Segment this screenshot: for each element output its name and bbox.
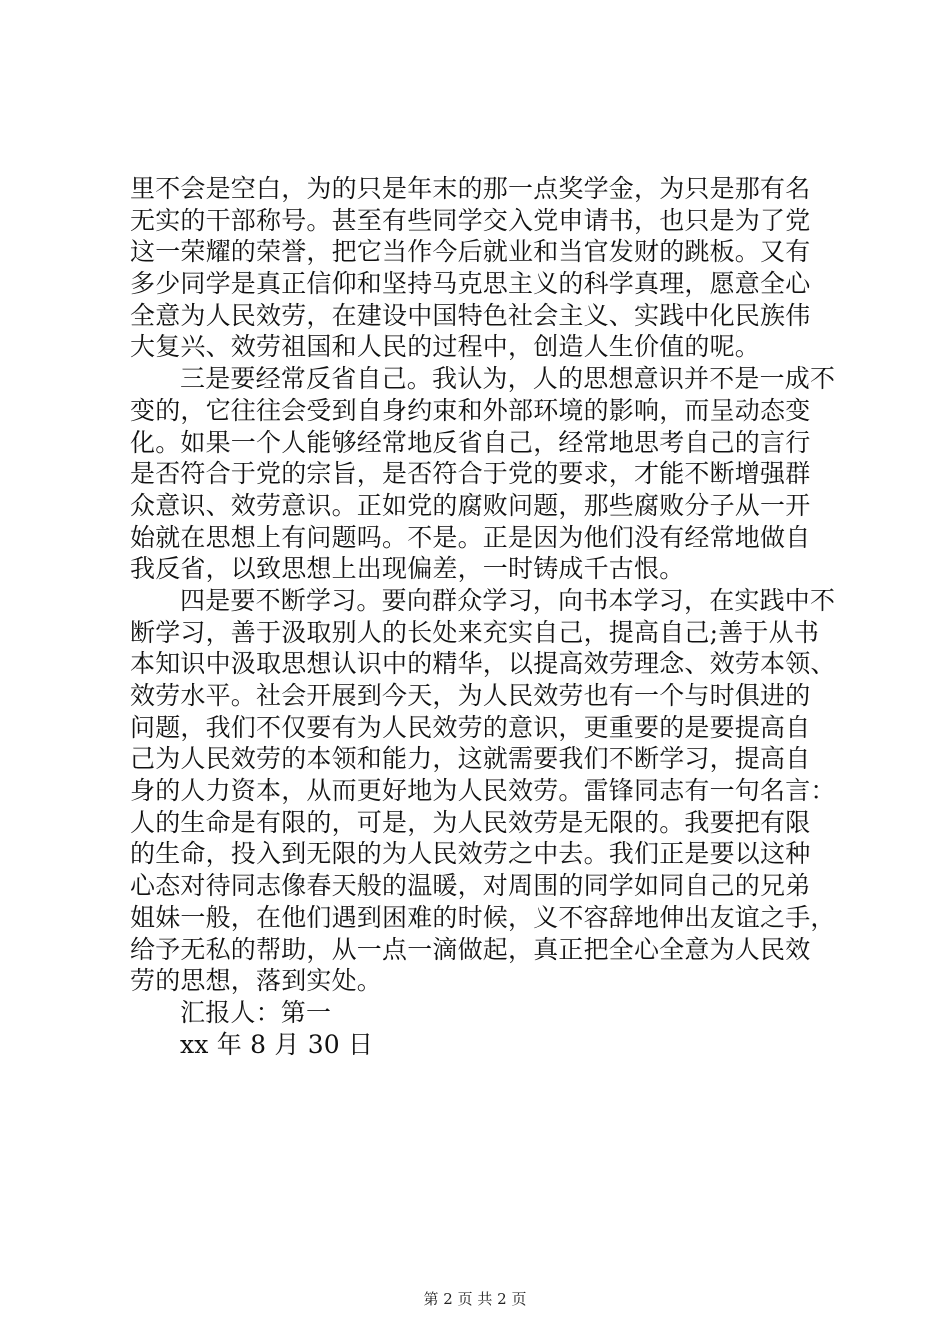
text-line: 无实的干部称号。甚至有些同学交入党申请书，也只是为了党	[130, 205, 811, 235]
text-line: 三是要经常反省自己。我认为，人的思想意识并不是一成不	[180, 364, 836, 394]
text-line: 大复兴、效劳祖国和人民的过程中，创造人生价值的呢。	[130, 332, 761, 362]
text-line: 心态对待同志像春天般的温暖，对周围的同学如同自己的兄弟	[130, 871, 811, 901]
text-line: 众意识、效劳意识。正如党的腐败问题，那些腐败分子从一开	[130, 490, 811, 520]
text-line: 姐妹一般，在他们遇到困难的时候，义不容辞地伸出友谊之手，	[130, 902, 836, 932]
text-line: 本知识中汲取思想认识中的精华，以提高效劳理念、效劳本领、	[130, 649, 836, 679]
text-line: 化。如果一个人能够经常地反省自己，经常地思考自己的言行	[130, 427, 811, 457]
text-line: 身的人力资本，从而更好地为人民效劳。雷锋同志有一句名言：	[130, 776, 836, 806]
text-line: 汇报人：第一	[180, 997, 332, 1027]
text-line: 的生命，投入到无限的为人民效劳之中去。我们正是要以这种	[130, 839, 811, 869]
page-footer: 第 2 页 共 2 页	[423, 1290, 527, 1308]
text-line: 始就在思想上有问题吗。不是。正是因为他们没有经常地做自	[130, 522, 811, 552]
text-line: xx 年 8 月 30 日	[180, 1029, 374, 1059]
text-line: 断学习，善于汲取别人的长处来充实自己，提高自己;善于从书	[130, 617, 820, 647]
text-line: 劳的思想，落到实处。	[130, 966, 383, 996]
text-line: 是否符合于党的宗旨，是否符合于党的要求，才能不断增强群	[130, 459, 811, 489]
text-line: 变的，它往往会受到自身约束和外部环境的影响，而呈动态变	[130, 395, 811, 425]
text-line: 四是要不断学习。要向群众学习，向书本学习，在实践中不	[180, 585, 836, 615]
text-line: 这一荣耀的荣誉，把它当作今后就业和当官发财的跳板。又有	[130, 237, 811, 267]
document-body	[130, 173, 836, 1060]
text-line: 多少同学是真正信仰和坚持马克思主义的科学真理，愿意全心	[130, 269, 811, 299]
text-line: 我反省，以致思想上出现偏差，一时铸成千古恨。	[130, 554, 685, 584]
text-line: 己为人民效劳的本领和能力，这就需要我们不断学习，提高自	[130, 744, 811, 774]
text-line: 效劳水平。社会开展到今天，为人民效劳也有一个与时俱进的	[130, 681, 811, 710]
text-line: 问题，我们不仅要有为人民效劳的意识，更重要的是要提高自	[130, 712, 811, 742]
text-line: 人的生命是有限的，可是，为人民效劳是无限的。我要把有限	[130, 807, 811, 837]
text-line: 里不会是空白，为的只是年末的那一点奖学金，为只是那有名	[130, 174, 811, 203]
text-line: 给予无私的帮助，从一点一滴做起，真正把全心全意为人民效	[130, 934, 811, 964]
text-line: 全意为人民效劳，在建设中国特色社会主义、实践中化民族伟	[130, 300, 811, 330]
